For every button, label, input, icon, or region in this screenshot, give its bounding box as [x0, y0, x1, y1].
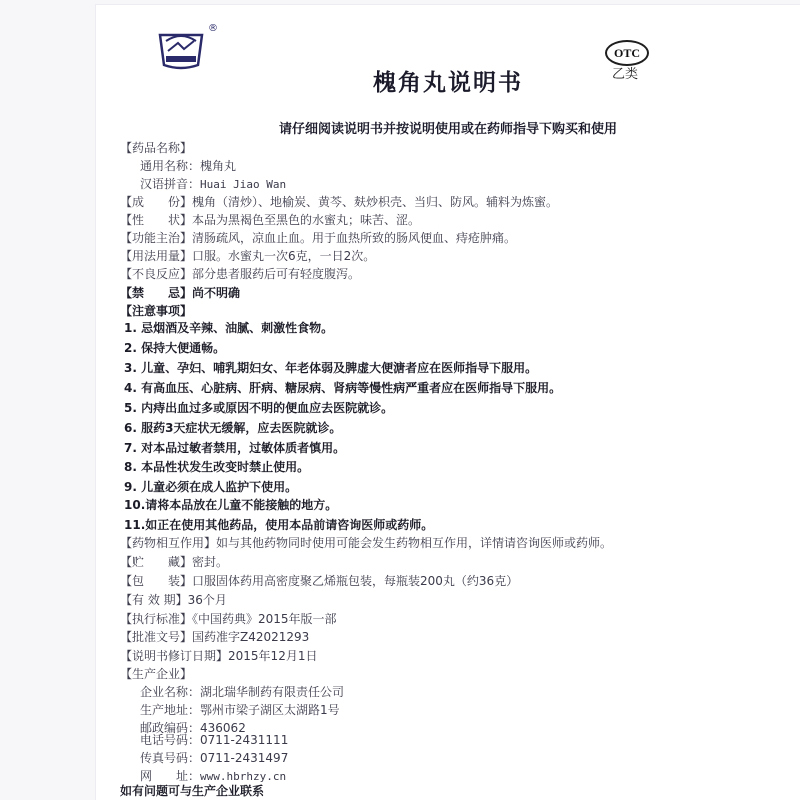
- fax-value: 0711-2431497: [200, 751, 289, 765]
- field-label: 传真号码：: [140, 751, 201, 765]
- package-value: 口服固体药用高密度聚乙烯瓶包装，每瓶装200丸（约36克）: [192, 574, 519, 588]
- pinyin-value: Huai Jiao Wan: [200, 178, 287, 191]
- field-label: 汉语拼音：: [140, 177, 201, 191]
- precaution-item: 1. 忌烟酒及辛辣、油腻、刺激性食物。: [124, 321, 334, 335]
- field-label: 【包 装】: [120, 574, 193, 588]
- generic-name-value: 槐角丸: [200, 159, 237, 173]
- field-label: 【批准文号】: [120, 630, 193, 644]
- document-title: 槐角丸说明书: [373, 70, 523, 96]
- field-label: 【功能主治】: [120, 231, 193, 245]
- field-label: 【禁 忌】: [120, 286, 193, 300]
- fax-row: [140, 748, 288, 768]
- company-value: 湖北瑞华制药有限责任公司: [200, 685, 345, 699]
- field-label: 【药物相互作用】: [120, 536, 217, 550]
- postcode-value: 436062: [200, 721, 246, 735]
- field-label: 【成 份】: [120, 195, 193, 209]
- contraindications-value: 尚不明确: [192, 286, 241, 300]
- dosage-value: 口服。水蜜丸一次6克，一日2次。: [192, 249, 376, 263]
- field-label: 生产地址：: [140, 703, 201, 717]
- precaution-item: 6. 服药3天症状无缓解，应去医院就诊。: [124, 421, 342, 435]
- precaution-item: 2. 保持大便通畅。: [124, 341, 226, 355]
- phone-value: 0711-2431111: [200, 733, 289, 747]
- interaction-value: 如与其他药物同时使用可能会发生药物相互作用，详情请咨询医师或药师。: [216, 536, 613, 550]
- adverse-value: 部分患者服药后可有轻度腹泻。: [192, 267, 361, 281]
- field-label: 【不良反应】: [120, 267, 193, 281]
- otc-badge: OTC: [605, 40, 649, 66]
- section-label: 【药品名称】: [120, 141, 193, 155]
- field-label: 通用名称：: [140, 159, 201, 173]
- field-label: 网 址：: [140, 769, 201, 783]
- precaution-item: 9. 儿童必须在成人监护下使用。: [124, 480, 298, 494]
- phone-row: [140, 730, 288, 750]
- contact-footer: 如有问题可与生产企业联系: [120, 784, 265, 798]
- field-label: 【执行标准】: [120, 612, 193, 626]
- precaution-item: 7. 对本品过敏者禁用，过敏体质者慎用。: [124, 441, 346, 455]
- otc-class-label: 乙类: [612, 67, 639, 82]
- validity-value: 36个月: [187, 593, 227, 607]
- section-label: 【生产企业】: [120, 667, 193, 681]
- storage-value: 密封。: [192, 555, 229, 569]
- revision-value: 2015年12月1日: [228, 649, 318, 663]
- field-label: 【贮 藏】: [120, 555, 193, 569]
- section-label: 【注意事项】: [120, 304, 193, 318]
- precaution-item: 11.如正在使用其他药品，使用本品前请咨询医师或药师。: [124, 518, 434, 532]
- precaution-item: 10.请将本品放在儿童不能接触的地方。: [124, 498, 338, 512]
- indications-value: 清肠疏风，凉血止血。用于血热所致的肠风便血、痔疮肿痛。: [192, 231, 517, 245]
- approval-value: 国药准字Z42021293: [192, 630, 310, 644]
- address-value: 鄂州市梁子湖区太湖路1号: [200, 703, 340, 717]
- reading-notice: 请仔细阅读说明书并按说明使用或在药师指导下购买和使用: [278, 122, 617, 137]
- ingredients-value: 槐角（清炒）、地榆炭、黄芩、麸炒枳壳、当归、防风。辅料为炼蜜。: [192, 195, 559, 209]
- website-value: www.hbrhzy.cn: [200, 770, 287, 783]
- precaution-item: 8. 本品性状发生改变时禁止使用。: [124, 460, 310, 474]
- precaution-item: 5. 内痔出血过多或原因不明的便血应去医院就诊。: [124, 401, 394, 415]
- field-label: 【用法用量】: [120, 249, 193, 263]
- field-label: 电话号码：: [140, 733, 201, 747]
- field-label: 【性 状】: [120, 213, 193, 227]
- precaution-item: 3. 儿童、孕妇、哺乳期妇女、年老体弱及脾虚大便溏者应在医师指导下服用。: [124, 361, 538, 375]
- precaution-item: 4. 有高血压、心脏病、肝病、糖尿病、肾病等慢性病严重者应在医师指导下服用。: [124, 381, 562, 395]
- standard-value: 《中国药典》2015年版一部: [192, 612, 337, 626]
- field-label: 邮政编码：: [140, 721, 201, 735]
- registered-mark: ®: [208, 23, 218, 34]
- field-label: 【说明书修订日期】: [120, 649, 229, 663]
- field-label: 企业名称：: [140, 685, 201, 699]
- appearance-value: 本品为黑褐色至黑色的水蜜丸；味苦、涩。: [192, 213, 421, 227]
- sheet-lower: [96, 0, 800, 800]
- field-label: 【有 效 期】: [120, 593, 188, 607]
